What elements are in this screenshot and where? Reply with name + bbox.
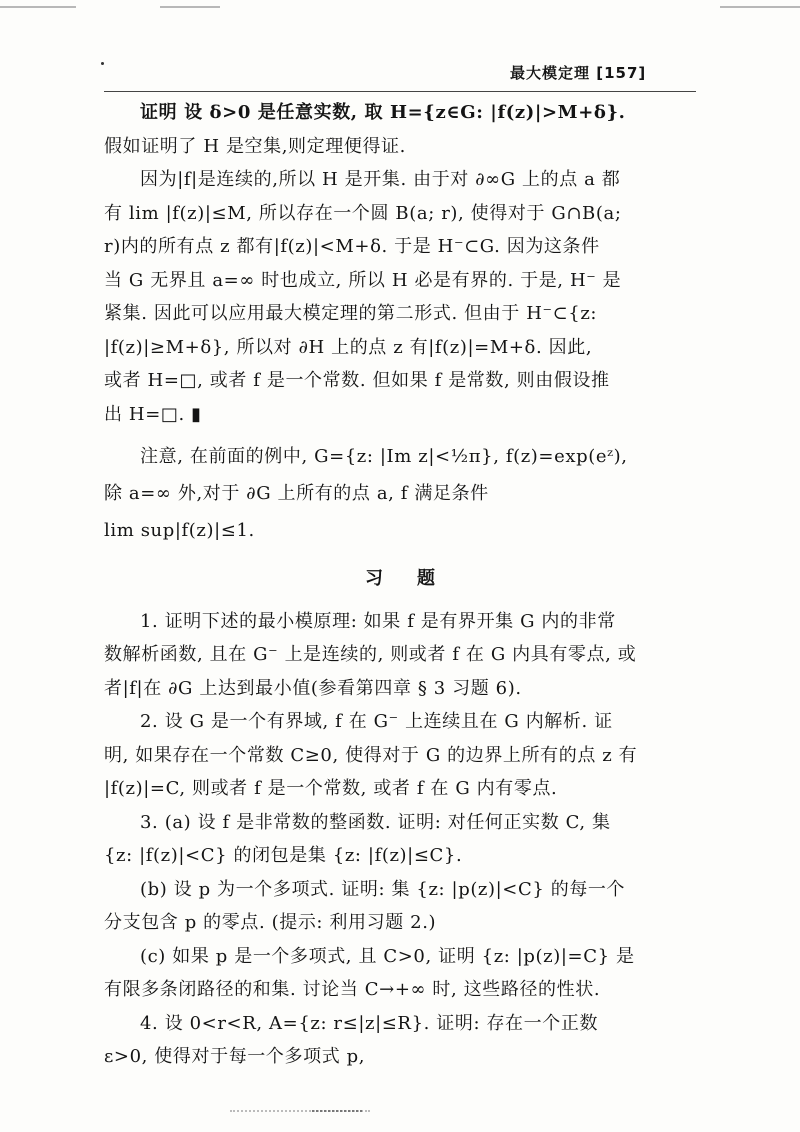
exercise-line: ε>0, 使得对于每一个多项式 p, [104, 1046, 366, 1067]
section-heading: 习题 [365, 567, 469, 589]
exercise-line: 数解析函数, 且在 G⁻ 上是连续的, 则或者 f 在 G 内具有零点, 或 [104, 644, 637, 665]
proof-line: 假如证明了 H 是空集,则定理便得证. [104, 135, 406, 157]
exercises-block [104, 605, 696, 1074]
scan-edge-mark [720, 6, 800, 8]
display-formula: lim sup|f(z)|≤1. [104, 519, 255, 541]
exercise-line: (c) 如果 p 是一个多项式, 且 C>0, 证明 {z: |p(z)|=C} 是 [140, 945, 635, 967]
scan-edge-mark [160, 6, 220, 8]
note-block [104, 437, 696, 551]
proof-line: 或者 H=□, 或者 f 是一个常数. 但如果 f 是常数, 则由假设推 [104, 370, 610, 391]
scan-footer-mark [312, 1110, 362, 1114]
exercise-line: (b) 设 p 为一个多项式. 证明: 集 {z: |p(z)|<C} 的每一个 [140, 878, 626, 900]
proof-line: 当 G 无界且 a=∞ 时也成立, 所以 H 必是有界的. 于是, H⁻ 是 [104, 269, 622, 291]
note-line: 注意, 在前面的例中, G={z: |Im z|<½π}, f(z)=exp(eᶻ), [140, 446, 628, 467]
proof-line: |f(z)|≥M+δ}, 所以对 ∂H 上的点 z 有|f(z)|=M+δ. 因此, [104, 336, 593, 358]
page-body [104, 96, 696, 1074]
proof-line: 有 lim |f(z)|≤M, 所以存在一个圆 B(a; r), 使得对于 G∩B(a; [104, 202, 622, 224]
header-rule [104, 91, 696, 92]
scan-speck [101, 62, 104, 65]
proof-block [104, 96, 696, 431]
scan-edge-mark [0, 6, 76, 8]
exercise-line: 2. 设 G 是一个有界域, f 在 G⁻ 上连续且在 G 内解析. 证 [140, 711, 613, 732]
note-line: 除 a=∞ 外,对于 ∂G 上所有的点 a, f 满足条件 [104, 483, 489, 504]
exercise-line: 者|f|在 ∂G 上达到最小值(参看第四章 § 3 习题 6). [104, 677, 522, 699]
exercise-line: {z: |f(z)|<C} 的闭包是集 {z: |f(z)|≤C}. [104, 845, 463, 866]
exercise-line: 分支包含 p 的零点. (提示: 利用习题 2.) [104, 912, 437, 933]
exercise-line: 4. 设 0<r<R, A={z: r≤|z|≤R}. 证明: 存在一个正数 [140, 1012, 599, 1034]
exercise-line: 1. 证明下述的最小模原理: 如果 f 是有界开集 G 内的非常 [140, 610, 616, 632]
exercise-line: 明, 如果存在一个常数 C≥0, 使得对于 G 的边界上所有的点 z 有 [104, 744, 638, 766]
running-header: 最大模定理 [157] [510, 64, 647, 82]
proof-line: r)内的所有点 z 都有|f(z)|<M+δ. 于是 H⁻⊂G. 因为这条件 [104, 236, 600, 257]
proof-line: 证明 设 δ>0 是任意实数, 取 H={z∈G: |f(z)|>M+δ}. [140, 102, 626, 123]
exercise-line: 有限多条闭路径的和集. 讨论当 C→+∞ 时, 这些路径的性状. [104, 979, 601, 1000]
proof-line: 出 H=□. ▮ [104, 403, 202, 425]
proof-line: 紧集. 因此可以应用最大模定理的第二形式. 但由于 H⁻⊂{z: [104, 303, 598, 324]
exercise-line: 3. (a) 设 f 是非常数的整函数. 证明: 对任何正实数 C, 集 [140, 811, 611, 833]
proof-line: 因为|f|是连续的,所以 H 是开集. 由于对 ∂∞G 上的点 a 都 [140, 169, 621, 190]
exercise-line: |f(z)|=C, 则或者 f 是一个常数, 或者 f 在 G 内有零点. [104, 778, 558, 799]
